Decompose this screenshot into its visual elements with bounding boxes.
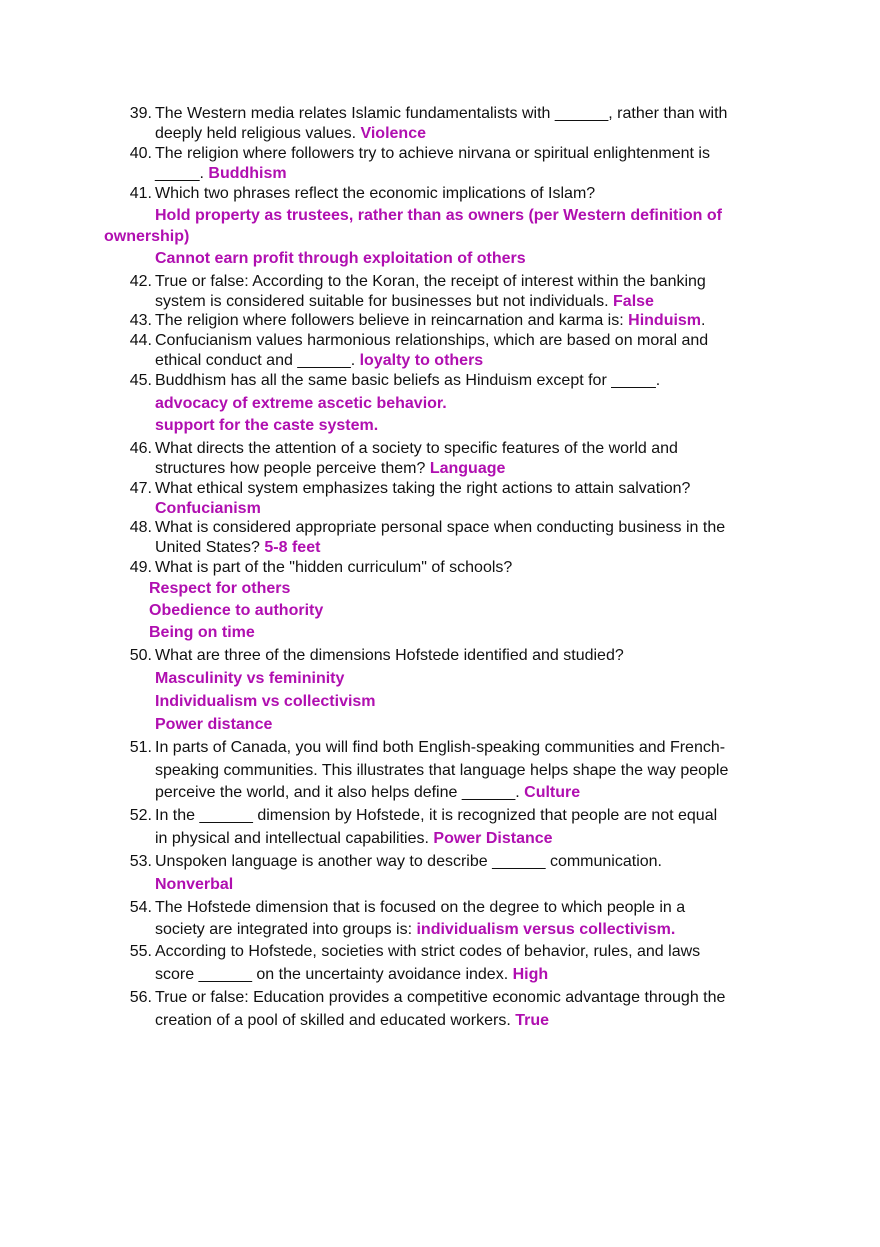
question-text: What is part of the "hidden curriculum" of schools? <box>155 559 513 576</box>
question-number: 43. <box>129 312 152 329</box>
question-text: speaking communities. This illustrates that language helps shape the way people <box>155 762 729 779</box>
question-number: 48. <box>129 519 152 536</box>
answer: Respect for others <box>149 580 291 597</box>
answer: Buddhism <box>208 165 287 182</box>
answer: False <box>613 293 654 310</box>
answer: High <box>512 966 549 983</box>
answer: True <box>515 1012 550 1029</box>
question-text: United States? 5-8 feet <box>155 539 321 556</box>
question-text: True or false: Education provides a competitive economic advantage through the <box>155 989 726 1006</box>
answer: Violence <box>360 125 426 142</box>
question-text: The Hofstede dimension that is focused on the degree to which people in a <box>155 899 686 916</box>
question-number: 40. <box>129 145 152 162</box>
question-number: 47. <box>129 480 152 497</box>
answer: Hinduism <box>628 312 702 329</box>
question-number: 44. <box>129 332 152 349</box>
question-number: 41. <box>129 185 152 202</box>
answer: Power distance <box>155 716 273 733</box>
answer: loyalty to others <box>359 352 484 369</box>
answer: Language <box>429 460 506 477</box>
answer: Confucianism <box>155 500 261 517</box>
question-text: The religion where followers try to achieve nirvana or spiritual enlightenment is <box>155 145 710 162</box>
question-text: society are integrated into groups is: individualism versus collectivism. <box>155 921 676 938</box>
answer: Culture <box>524 784 581 801</box>
question-number: 42. <box>129 273 152 290</box>
answer: individualism versus collectivism. <box>416 921 676 938</box>
question-number: 50. <box>129 647 152 664</box>
question-text: system is considered suitable for businesses but not individuals. False <box>155 293 654 310</box>
answer: Nonverbal <box>155 876 234 893</box>
question-text: Unspoken language is another way to describe ______ communication. <box>155 853 662 870</box>
question-text: Which two phrases reflect the economic implications of Islam? <box>155 185 596 202</box>
question-number: 39. <box>129 105 152 122</box>
question-text: Buddhism has all the same basic beliefs as Hinduism except for _____. <box>155 372 661 389</box>
question-text: What are three of the dimensions Hofstede identified and studied? <box>155 647 624 664</box>
answer: Individualism vs collectivism <box>155 693 376 710</box>
question-number: 55. <box>129 943 152 960</box>
answer: Being on time <box>149 624 255 641</box>
answer: ownership) <box>104 228 190 245</box>
question-text: What is considered appropriate personal space when conducting business in the <box>155 519 726 536</box>
question-number: 46. <box>129 440 152 457</box>
question-text: structures how people perceive them? Language <box>155 460 506 477</box>
question-number: 49. <box>129 559 152 576</box>
answer: Power Distance <box>433 830 553 847</box>
question-text: in physical and intellectual capabilities. Power Distance <box>155 830 553 847</box>
question-text: The Western media relates Islamic fundamentalists with ______, rather than with <box>155 105 728 122</box>
question-text: What directs the attention of a society to specific features of the world and <box>155 440 678 457</box>
answer: Hold property as trustees, rather than as owners (per Western definition of <box>155 207 722 224</box>
answer: Masculinity vs femininity <box>155 670 345 687</box>
question-text: The religion where followers believe in reincarnation and karma is: Hinduism. <box>155 312 706 329</box>
question-text: deeply held religious values. Violence <box>155 125 426 142</box>
question-number: 51. <box>129 739 152 756</box>
answer: Obedience to authority <box>149 602 324 619</box>
question-text: True or false: According to the Koran, the receipt of interest within the banking <box>155 273 706 290</box>
answer: Cannot earn profit through exploitation of others <box>155 250 526 267</box>
question-text: According to Hofstede, societies with strict codes of behavior, rules, and laws <box>155 943 701 960</box>
question-text: score ______ on the uncertainty avoidance index. High <box>155 966 549 983</box>
question-text: In the ______ dimension by Hofstede, it is recognized that people are not equal <box>155 807 718 824</box>
question-number: 56. <box>129 989 152 1006</box>
question-text: perceive the world, and it also helps define ______. Culture <box>155 784 581 801</box>
question-number: 53. <box>129 853 152 870</box>
question-text: ethical conduct and ______. loyalty to others <box>155 352 484 369</box>
answer: advocacy of extreme ascetic behavior. <box>155 395 447 412</box>
question-text: creation of a pool of skilled and educated workers. True <box>155 1012 550 1029</box>
answer: support for the caste system. <box>155 417 379 434</box>
question-text: In parts of Canada, you will find both English-speaking communities and French- <box>155 739 726 756</box>
answer: 5-8 feet <box>264 539 321 556</box>
question-text: Confucianism values harmonious relationships, which are based on moral and <box>155 332 709 349</box>
question-number: 45. <box>129 372 152 389</box>
question-number: 54. <box>129 899 152 916</box>
question-text: What ethical system emphasizes taking the right actions to attain salvation? <box>155 480 691 497</box>
question-text: _____. Buddhism <box>155 165 287 182</box>
question-number: 52. <box>129 807 152 824</box>
